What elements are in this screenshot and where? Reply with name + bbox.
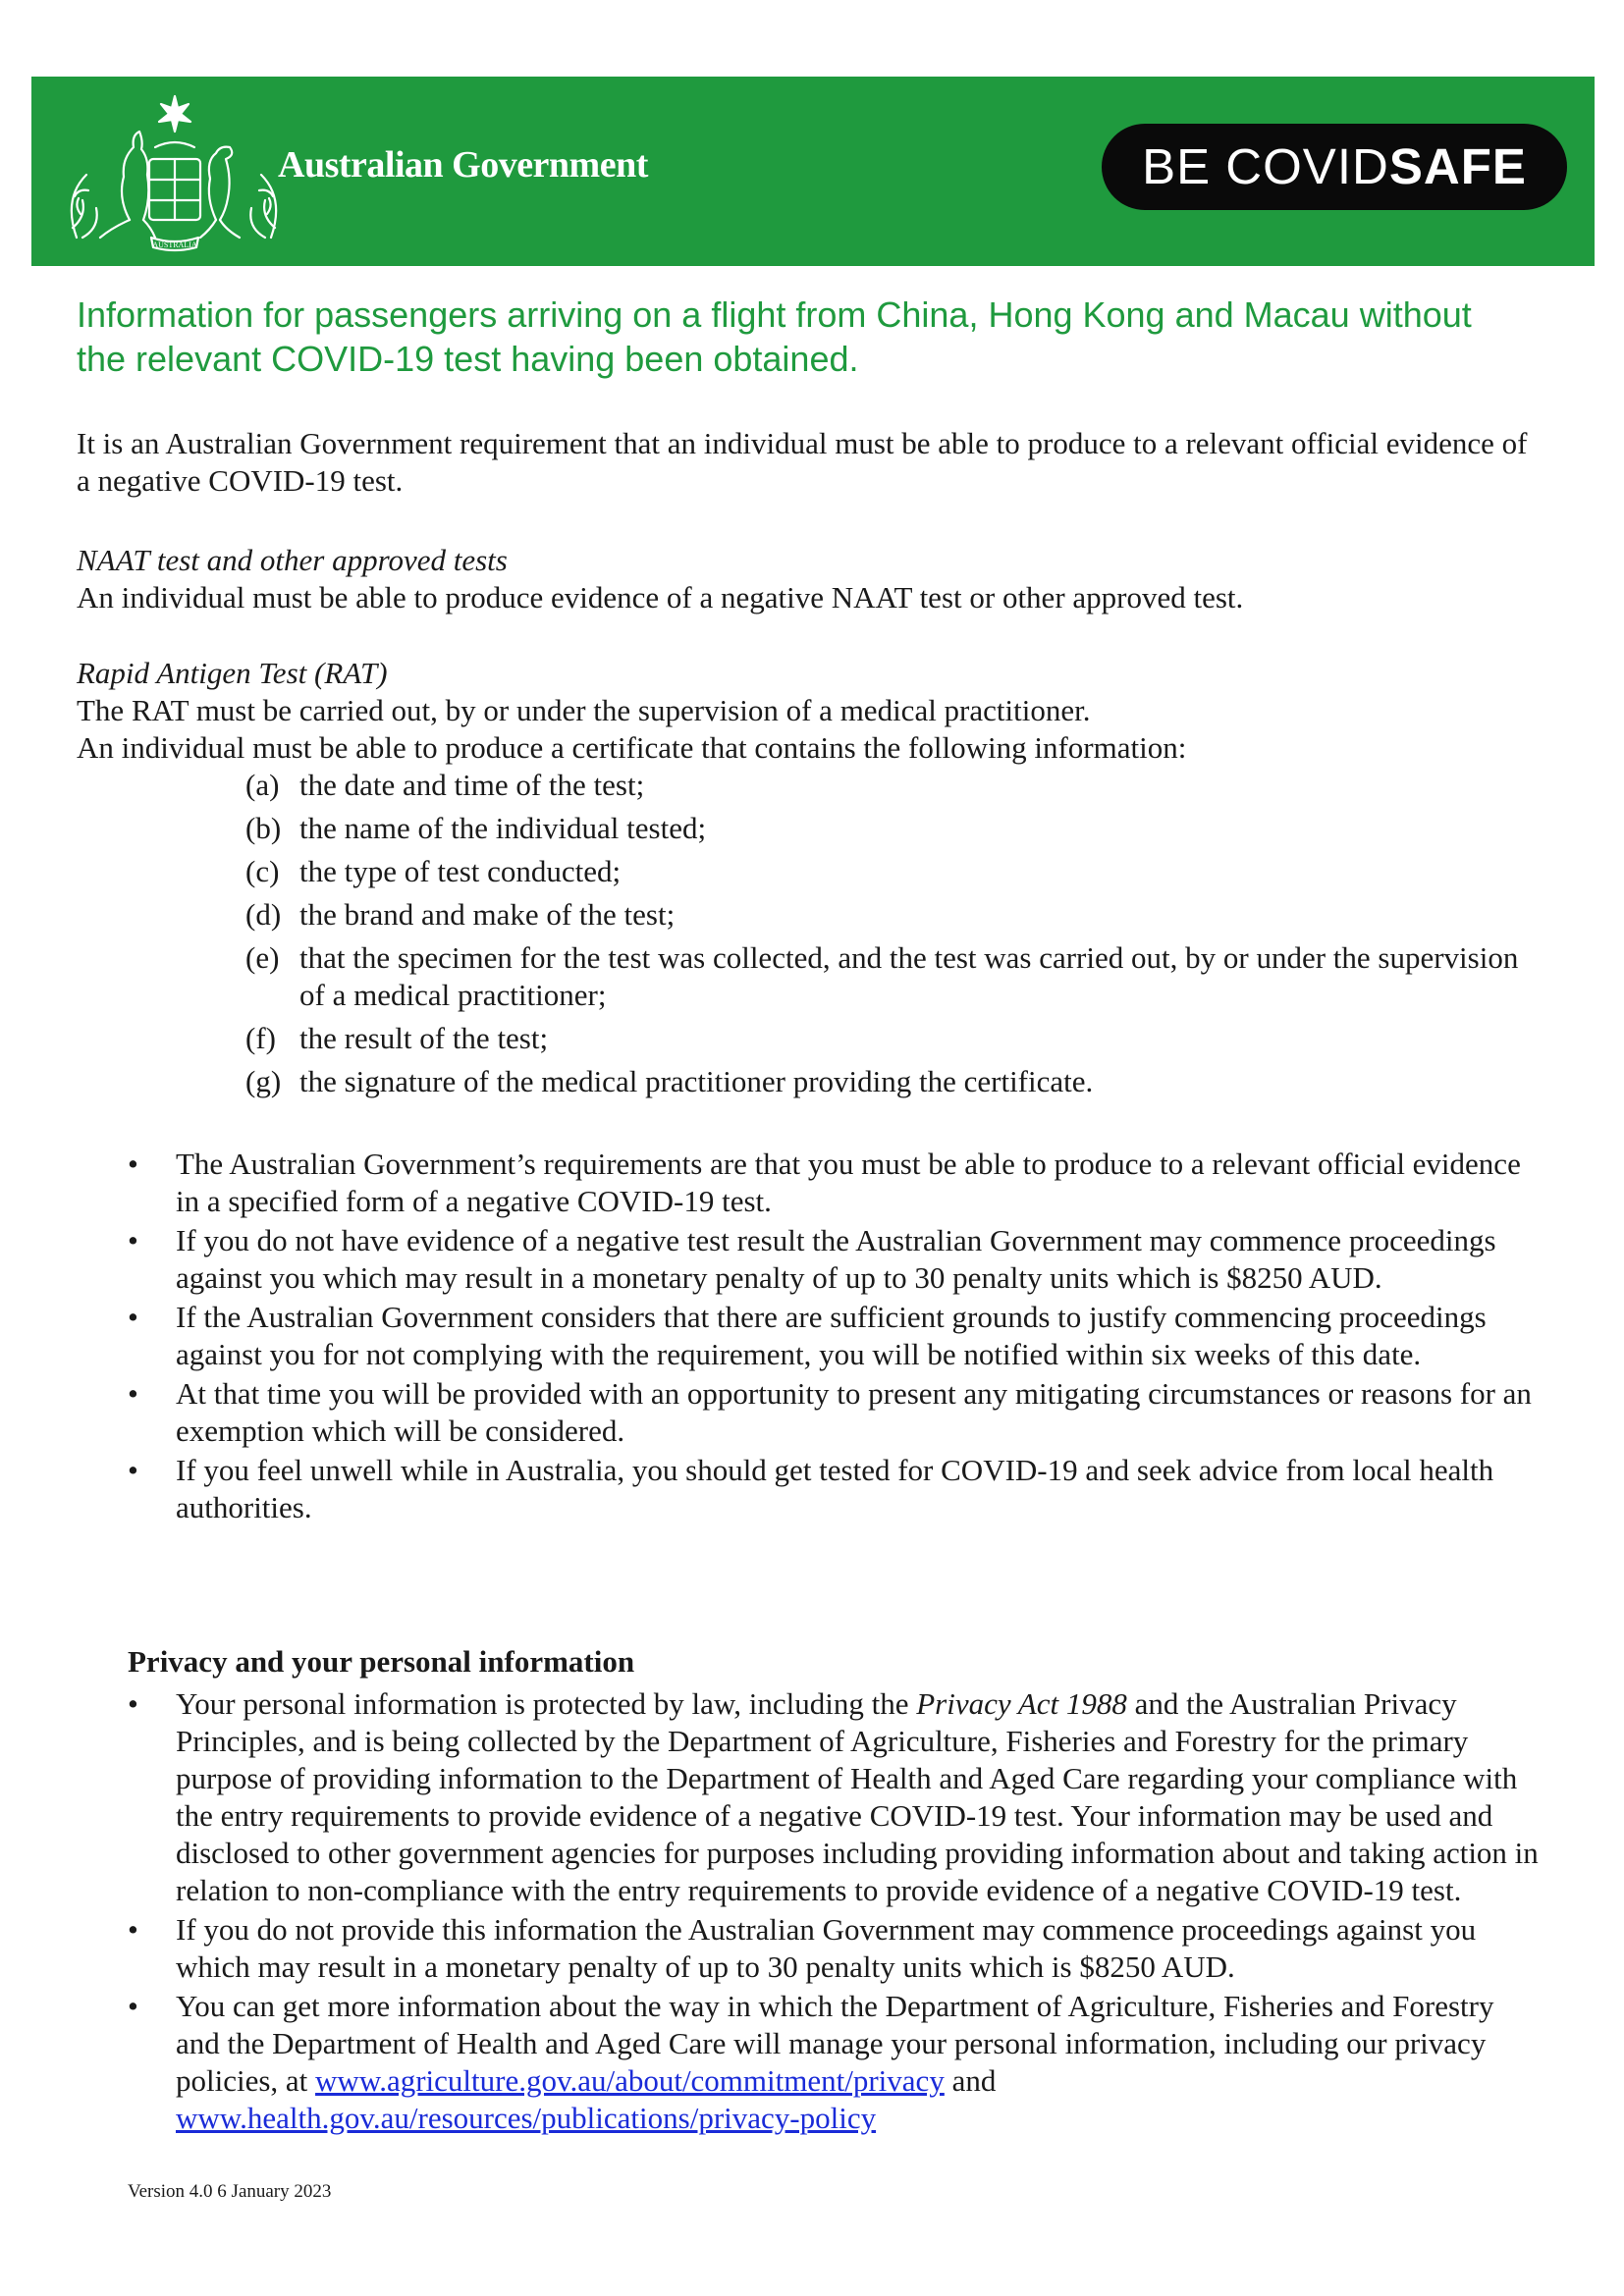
bullet-icon: • [128, 1989, 138, 2023]
list-item-label: (e) [245, 940, 280, 975]
intro-paragraph [77, 425, 1530, 500]
list-item [128, 1222, 1542, 1297]
rat-certificate-list [245, 767, 1522, 1106]
list-item-text: the date and time of the test; [299, 768, 645, 802]
list-item [128, 1299, 1542, 1373]
crest-scroll-text: AUSTRALIA [152, 240, 197, 249]
rat-line-1: The RAT must be carried out, by or under the supervision of a medical practitioner. [77, 693, 1091, 727]
naat-section [77, 542, 1530, 616]
list-item-text: If the Australian Government considers that there are sufficient grounds to justify commencing proceedings against you for not complying with the requirement, you will be notified within six weeks of this date. [176, 1300, 1487, 1371]
list-item-label: (f) [245, 1021, 276, 1055]
privacy-list [128, 1685, 1542, 2139]
list-item-text: that the specimen for the test was collected, and the test was carried out, by or under the supervision of a medical practitioner; [299, 940, 1519, 1012]
naat-title: NAAT test and other approved tests [77, 543, 508, 577]
version-footer: Version 4.0 6 January 2023 [128, 2181, 332, 2202]
list-item [128, 1375, 1542, 1450]
covidsafe-suffix: SAFE [1388, 138, 1527, 194]
list-item [245, 939, 1522, 1014]
list-item-label: (g) [245, 1064, 282, 1098]
health-privacy-link[interactable]: www.health.gov.au/resources/publications/privacy-policy [176, 2101, 877, 2135]
privacy-text-1a: Your personal information is protected by law, including the [176, 1686, 917, 1721]
list-item-text: At that time you will be provided with an opportunity to present any mitigating circumstances or reasons for an exemption which will be considered. [176, 1376, 1532, 1448]
rat-section [77, 655, 1530, 767]
list-item-label: (c) [245, 854, 280, 888]
agriculture-privacy-link[interactable]: www.agriculture.gov.au/about/commitment/privacy [315, 2063, 945, 2098]
list-item-label: (a) [245, 768, 280, 802]
rat-title: Rapid Antigen Test (RAT) [77, 656, 388, 690]
intro-text: It is an Australian Government requirement that an individual must be able to produce to a relevant official evidence of a negative COVID-19 test. [77, 426, 1528, 498]
coat-of-arms-icon [53, 90, 295, 253]
government-title: Australian Government [278, 144, 648, 186]
covidsafe-prefix: BE COVID [1142, 138, 1389, 194]
list-item-text: the name of the individual tested; [299, 811, 707, 845]
list-item-text: If you do not have evidence of a negative test result the Australian Government may commence proceedings against you which may result in a monetary penalty of up to 30 penalty units which is $8250 AUD. [176, 1223, 1496, 1295]
requirements-list [128, 1146, 1542, 1528]
bullet-icon: • [128, 1912, 138, 1947]
list-item-text: The Australian Government’s requirements are that you must be able to produce to a relevant official evidence in a specified form of a negative COVID-19 test. [176, 1147, 1521, 1218]
privacy-act-title: Privacy Act 1988 [916, 1686, 1127, 1721]
list-item [128, 1146, 1542, 1220]
list-item [128, 1452, 1542, 1526]
bullet-icon: • [128, 1223, 138, 1257]
bullet-icon: • [128, 1147, 138, 1181]
page-heading: Information for passengers arriving on a flight from China, Hong Kong and Macau without the relevant COVID-19 test having been obtained. [77, 294, 1472, 379]
header-banner [31, 77, 1595, 266]
list-item [245, 1063, 1522, 1100]
be-covidsafe-badge [1102, 124, 1567, 210]
list-item [245, 896, 1522, 934]
list-item [245, 853, 1522, 890]
privacy-text-3a: You can get more information about the way in which the Department of Agriculture, Fisheries and Forestry and the Department of Health and Aged Care will manage your personal information, including our privacy policies, at [176, 1989, 1494, 2098]
bullet-icon: • [128, 1453, 138, 1487]
list-item [245, 767, 1522, 804]
list-item-text: the brand and make of the test; [299, 897, 676, 932]
list-item-text: the signature of the medical practitioner providing the certificate. [299, 1064, 1094, 1098]
naat-text: An individual must be able to produce evidence of a negative NAAT test or other approved test. [77, 580, 1244, 614]
list-item [245, 810, 1522, 847]
list-item-text: If you feel unwell while in Australia, you should get tested for COVID-19 and seek advice from local health authorities. [176, 1453, 1494, 1524]
list-item-label: (b) [245, 811, 282, 845]
list-item [128, 1685, 1542, 1909]
list-item-text: the type of test conducted; [299, 854, 622, 888]
bullet-icon: • [128, 1300, 138, 1334]
list-item [245, 1020, 1522, 1057]
bullet-icon: • [128, 1686, 138, 1721]
list-item [128, 1988, 1542, 2137]
privacy-text-3b: and [944, 2063, 997, 2098]
privacy-heading: Privacy and your personal information [128, 1644, 635, 1679]
privacy-text-2: If you do not provide this information the Australian Government may commence proceedings against you which may result in a monetary penalty of up to 30 penalty units which is $8250 AUD. [176, 1912, 1477, 1984]
rat-line-2: An individual must be able to produce a certificate that contains the following information: [77, 730, 1187, 765]
privacy-text-1b: and the Australian Privacy Principles, and is being collected by the Department of Agriculture, Fisheries and Forestry for the primary purpose of providing information to the Department of Health and Aged Care regarding your compliance with the entry requirements to provide evidence of a negative COVID-19 test. Your information may be used and disclosed to other government agencies for purposes including providing information about and taking action in relation to non-compliance with the entry requirements to provide evidence of a negative COVID-19 test. [176, 1686, 1539, 1907]
list-item [128, 1911, 1542, 1986]
bullet-icon: • [128, 1376, 138, 1411]
list-item-text: the result of the test; [299, 1021, 549, 1055]
list-item-label: (d) [245, 897, 282, 932]
